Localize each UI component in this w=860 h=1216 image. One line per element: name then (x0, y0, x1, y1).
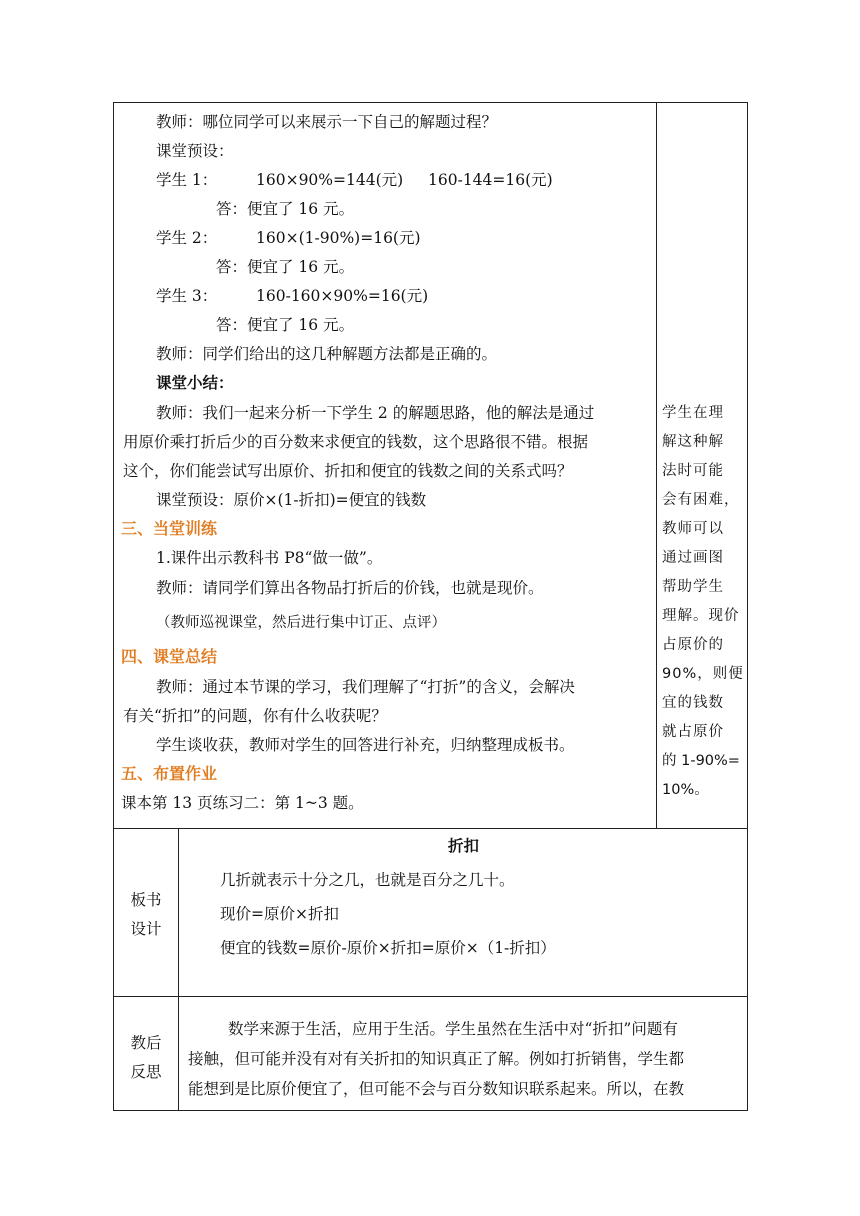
student-label: 学生 3： (156, 287, 218, 305)
side-note-line: 教师可以 (662, 521, 724, 537)
board-line: 几折就表示十分之几，也就是百分之几十。 (220, 871, 515, 889)
text-line: 教师：请同学们算出各物品打折后的价钱，也就是现价。 (156, 579, 544, 597)
text-line: （教师巡视课堂，然后进行集中订正、点评） (156, 615, 446, 631)
reflection-label-line-2: 反思 (130, 1063, 162, 1081)
text-line: 1.课件出示教科书 P8“做一做”。 (156, 549, 383, 567)
formula: 160-144=16(元) (428, 171, 553, 189)
side-note-line: 帮助学生 (662, 579, 724, 595)
formula: 160×90%=144(元) (256, 171, 404, 189)
section-heading-homework: 五、布置作业 (121, 764, 218, 783)
text-line: 教师：通过本节课的学习，我们理解了“打折”的含义，会解决 (156, 678, 575, 696)
reflection-line: 数学来源于生活，应用于生活。学生虽然在生活中对“折扣”问题有 (228, 1020, 678, 1038)
text-line: 教师：哪位同学可以来展示一下自己的解题过程？ (156, 113, 498, 131)
side-note-line: 就占原价 (662, 724, 724, 740)
side-note-line: 学生在理 (662, 405, 724, 421)
reflection-line: 接触，但可能并没有对有关折扣的知识真正了解。例如打折销售，学生都 (188, 1050, 685, 1068)
answer: 答：便宜了 16 元。 (216, 258, 355, 276)
divider-board-reflection (113, 996, 748, 997)
side-note-line: 解这种解 (662, 434, 724, 450)
text-line: 教师：同学们给出的这几种解题方法都是正确的。 (156, 345, 498, 363)
text-line: 有关“折扣”的问题，你有什么收获呢？ (123, 707, 387, 725)
side-note-line: 理解。现价 (662, 608, 740, 624)
student-label: 学生 2： (156, 229, 218, 247)
text-line: 教师：我们一起来分析一下学生 2 的解题思路，他的解法是通过 (156, 404, 595, 422)
subheading-summary: 课堂小结： (156, 374, 234, 392)
section-heading-summary: 四、课堂总结 (121, 647, 218, 666)
board-line: 便宜的钱数=原价-原价×折扣=原价×（1-折扣） (220, 939, 556, 957)
text-line: 学生谈收获，教师对学生的回答进行补充，归纳整理成板书。 (156, 736, 575, 754)
text-line: 这个，你们能尝试写出原价、折扣和便宜的钱数之间的关系式吗？ (123, 462, 573, 480)
side-note-line: 的 1-90%= (662, 753, 740, 769)
formula: 160-160×90%=16(元) (256, 287, 429, 305)
text-line: 用原价乘打折后少的百分数来求便宜的钱数，这个思路很不错。根据 (123, 433, 589, 451)
student-label: 学生 1： (156, 171, 218, 189)
lesson-table (113, 102, 748, 1111)
reflection-label-line-1: 教后 (130, 1034, 162, 1052)
board-title: 折扣 (448, 837, 480, 855)
formula: 160×(1-90%)=16(元) (256, 229, 421, 247)
answer: 答：便宜了 16 元。 (216, 200, 355, 218)
divider-board-label (178, 828, 179, 1111)
side-note-line: 90%，则便 (662, 666, 744, 682)
board-line: 现价=原价×折扣 (220, 905, 339, 923)
side-note-line: 占原价的 (662, 637, 724, 653)
side-note-line: 宜的钱数 (662, 695, 724, 711)
text-line: 课堂预设：原价×(1-折扣)=便宜的钱数 (156, 491, 427, 509)
divider-upper-board (113, 828, 748, 829)
board-label-line-2: 设计 (130, 920, 162, 938)
board-label-line-1: 板书 (130, 891, 162, 909)
side-note-line: 10%。 (662, 782, 709, 798)
side-note-line: 法时可能 (662, 463, 724, 479)
reflection-line: 能想到是比原价便宜了，但可能不会与百分数知识联系起来。所以，在教 (188, 1080, 685, 1098)
section-heading-practice: 三、当堂训练 (121, 519, 218, 538)
answer: 答：便宜了 16 元。 (216, 316, 355, 334)
text-line: 课堂预设： (156, 142, 234, 160)
side-note-line: 会有困难， (662, 492, 740, 508)
side-note-line: 通过画图 (662, 550, 724, 566)
text-line: 课本第 13 页练习二：第 1~3 题。 (121, 794, 364, 812)
divider-side-column (656, 102, 657, 828)
